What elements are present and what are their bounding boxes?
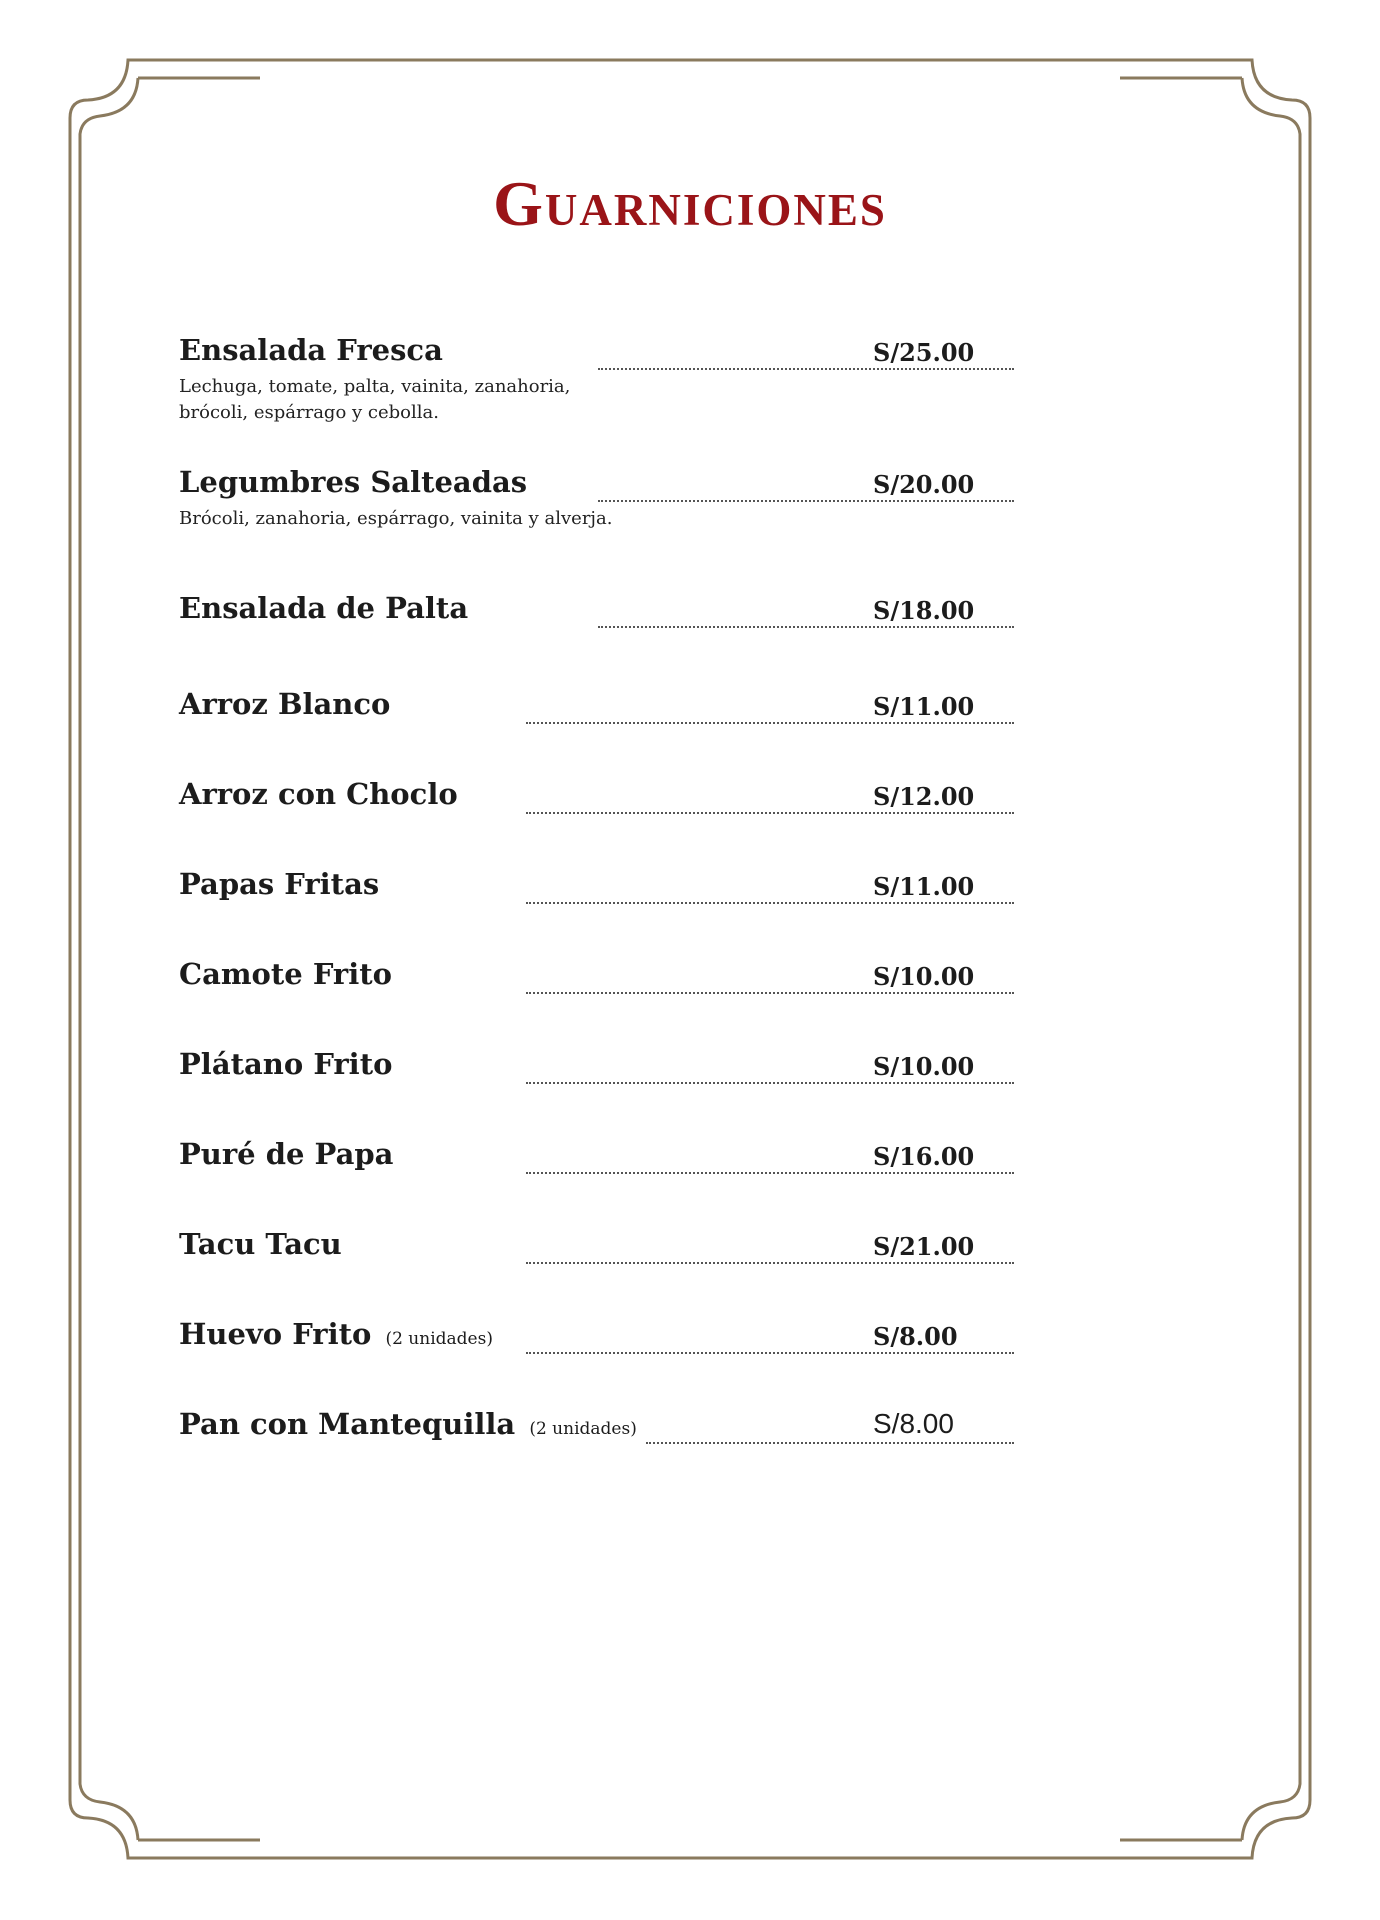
- menu-item: [179, 776, 1209, 812]
- menu-item: [179, 866, 1209, 902]
- dotted-leader: [526, 722, 1014, 724]
- dotted-leader: [598, 500, 1014, 502]
- dotted-leader: [598, 368, 1014, 370]
- item-name: Plátano Frito: [179, 1047, 393, 1081]
- item-name: [179, 1316, 1209, 1357]
- item-name: Ensalada de Palta: [179, 591, 469, 625]
- item-name: Arroz con Choclo: [179, 777, 458, 811]
- item-name: Camote Frito: [179, 957, 392, 991]
- dotted-leader: [526, 992, 1014, 994]
- menu-item: [179, 1046, 1209, 1082]
- menu-item: [179, 1406, 1209, 1447]
- menu-item: [179, 956, 1209, 992]
- dotted-leader: [526, 1172, 1014, 1174]
- item-price: S/21.00: [873, 1232, 975, 1261]
- menu-item: [179, 590, 1209, 626]
- item-price: S/20.00: [873, 470, 975, 499]
- item-quantity-note: (2 unidades): [385, 1329, 493, 1349]
- menu-item: [179, 464, 1209, 532]
- dotted-leader: [526, 1262, 1014, 1264]
- item-price: S/10.00: [873, 962, 975, 991]
- item-name: Ensalada Fresca: [179, 333, 443, 367]
- item-price: S/8.00: [873, 1408, 954, 1439]
- menu-item: [179, 332, 1209, 426]
- item-name: Puré de Papa: [179, 1137, 394, 1171]
- item-description: Brócoli, zanahoria, espárrago, vainita y alverja.: [179, 508, 613, 529]
- dotted-leader: [598, 626, 1014, 628]
- menu-item: [179, 1136, 1209, 1172]
- item-price: S/11.00: [873, 872, 975, 901]
- item-price: S/10.00: [873, 1052, 975, 1081]
- item-name-text: Huevo Frito: [179, 1317, 372, 1351]
- item-name: Arroz Blanco: [179, 687, 391, 721]
- item-description: Lechuga, tomate, palta, vainita, zanahoria, brócoli, espárrago y cebolla.: [179, 376, 571, 423]
- menu-item: [179, 686, 1209, 722]
- dotted-leader: [526, 1082, 1014, 1084]
- item-name: Tacu Tacu: [179, 1227, 342, 1261]
- menu-item: [179, 1316, 1209, 1357]
- dotted-leader: [526, 902, 1014, 904]
- item-name: Papas Fritas: [179, 867, 380, 901]
- item-name-text: Pan con Mantequilla: [179, 1407, 516, 1441]
- dotted-leader: [526, 812, 1014, 814]
- dotted-leader: [646, 1442, 1014, 1444]
- item-price: S/8.00: [873, 1322, 958, 1351]
- dotted-leader: [526, 1352, 1014, 1354]
- item-name: [179, 1406, 1209, 1447]
- menu-item: [179, 1226, 1209, 1262]
- page-title: Guarniciones: [493, 168, 887, 239]
- item-price: S/11.00: [873, 692, 975, 721]
- item-price: S/18.00: [873, 596, 975, 625]
- item-price: S/16.00: [873, 1142, 975, 1171]
- item-quantity-note: (2 unidades): [529, 1419, 637, 1439]
- item-name: Legumbres Salteadas: [179, 465, 528, 499]
- item-price: S/25.00: [873, 338, 975, 367]
- item-price: S/12.00: [873, 782, 975, 811]
